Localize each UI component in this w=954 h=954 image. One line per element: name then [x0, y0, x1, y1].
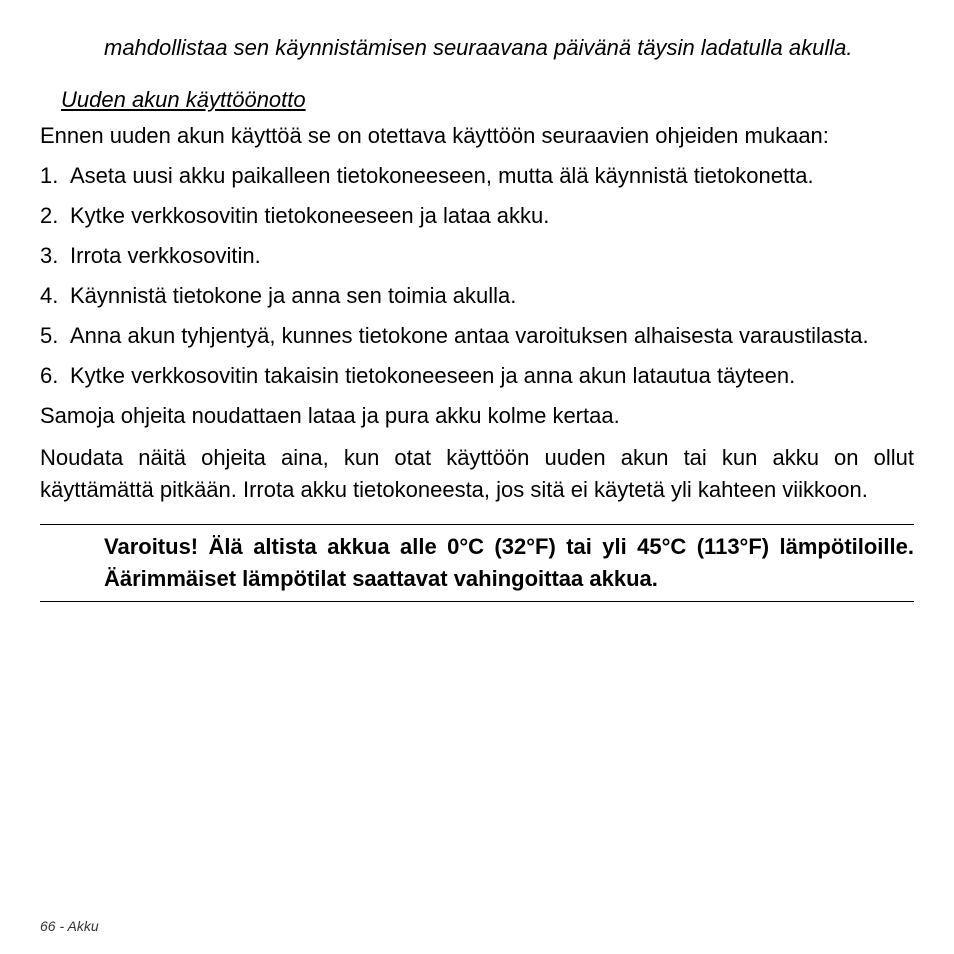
step-text: Kytke verkkosovitin takaisin tietokoneeseen ja anna akun latautua täyteen.: [70, 363, 796, 388]
section-heading: Uuden akun käyttöönotto: [61, 87, 306, 112]
list-item: [40, 200, 914, 232]
list-item: [40, 320, 914, 352]
lead-paragraph: Ennen uuden akun käyttöä se on otettava käyttöön seuraavien ohjeiden mukaan:: [40, 123, 829, 148]
step-text: Käynnistä tietokone ja anna sen toimia akulla.: [70, 283, 517, 308]
document-page: [40, 32, 914, 602]
storage-paragraph: Noudata näitä ohjeita aina, kun otat käyttöön uuden akun tai kun akku on ollut käyttämättä pitkään. Irrota akku tietokoneesta, jos sitä ei käytetä yli kahteen viikkoon.: [40, 445, 914, 502]
step-text: Kytke verkkosovitin tietokoneeseen ja lataa akku.: [70, 203, 550, 228]
step-number: 5.: [40, 323, 59, 348]
step-text: Irrota verkkosovitin.: [70, 243, 261, 268]
steps-list: [40, 160, 914, 392]
repeat-paragraph: Samoja ohjeita noudattaen lataa ja pura akku kolme kertaa.: [40, 403, 620, 428]
step-number: 4.: [40, 283, 59, 308]
list-item: [40, 160, 914, 192]
warning-text: Varoitus! Älä altista akkua alle 0°C (32°F) tai yli 45°C (113°F) lämpötiloille. Äärimmäiset lämpötilat saattavat vahingoittaa akkua.: [104, 534, 914, 591]
step-number: 3.: [40, 243, 59, 268]
list-item: [40, 240, 914, 272]
list-item: [40, 280, 914, 312]
step-number: 6.: [40, 363, 59, 388]
page-footer: 66 - Akku: [40, 918, 99, 934]
intro-continuation: mahdollistaa sen käynnistämisen seuraavana päivänä täysin ladatulla akulla.: [104, 35, 853, 60]
warning-box: [40, 524, 914, 602]
step-number: 2.: [40, 203, 59, 228]
step-number: 1.: [40, 163, 59, 188]
step-text: Aseta uusi akku paikalleen tietokoneeseen, mutta älä käynnistä tietokonetta.: [70, 163, 814, 188]
step-text: Anna akun tyhjentyä, kunnes tietokone antaa varoituksen alhaisesta varaustilasta.: [70, 323, 869, 348]
list-item: [40, 360, 914, 392]
